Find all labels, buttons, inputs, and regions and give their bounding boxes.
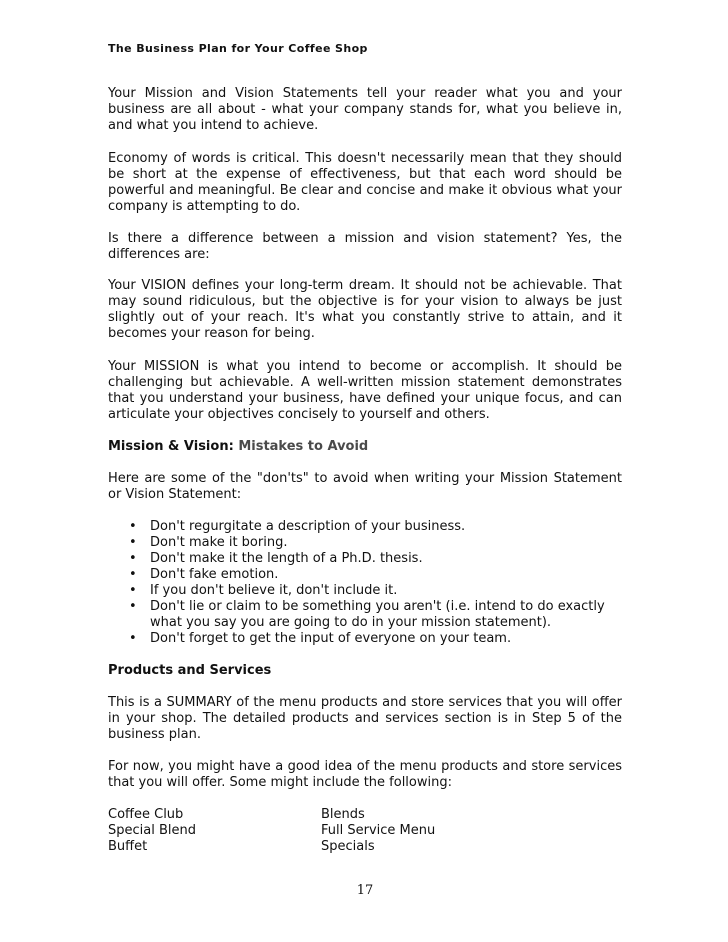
list-item: Coffee Club [108, 807, 184, 822]
list-item: • Don't make it the length of a Ph.D. thesis. [108, 551, 622, 567]
mistakes-heading-lead: Mission & Vision: [108, 439, 234, 454]
list-item: Blends [321, 807, 365, 822]
difference-question-paragraph: Is there a difference between a mission and vision statement? Yes, the differences are: [108, 231, 622, 262]
economy-of-words-paragraph: Economy of words is critical. This doesn't necessarily mean that they should be short at the expense of effectiveness, but that each word should be powerful and meaningful. Be clear and concise and make it obvious what your company is attempting to do. [108, 151, 622, 214]
page-number: 17 [356, 883, 374, 898]
mistakes-heading [108, 439, 368, 455]
list-item: • If you don't believe it, don't include it. [108, 583, 622, 599]
products-right-column [321, 807, 435, 855]
products-intro-paragraph: For now, you might have a good idea of the menu products and store services that you will offer. Some might include the following: [108, 759, 622, 790]
list-item: • Don't lie or claim to be something you aren't (i.e. intend to do exactly what you say you are going to do in your mission statement). [108, 599, 622, 631]
products-heading: Products and Services [108, 663, 272, 678]
list-item: • Don't fake emotion. [108, 567, 622, 583]
list-item: • Don't make it boring. [108, 535, 622, 551]
list-item: • Don't regurgitate a description of your business. [108, 519, 622, 535]
mistakes-list [108, 519, 622, 647]
list-item: • Don't forget to get the input of everyone on your team. [108, 631, 622, 647]
mission-definition-paragraph: Your MISSION is what you intend to become or accomplish. It should be challenging but achievable. A well-written mission statement demonstrates that you understand your business, have defined your unique focus, and can articulate your objectives concisely to yourself and others. [108, 359, 622, 422]
products-left-column [108, 807, 196, 855]
running-header: The Business Plan for Your Coffee Shop [108, 42, 368, 55]
mistakes-intro-paragraph: Here are some of the "don'ts" to avoid when writing your Mission Statement or Vision Statement: [108, 471, 622, 502]
list-item: Full Service Menu [321, 823, 436, 838]
mission-vision-intro-paragraph: Your Mission and Vision Statements tell your reader what you and your business are all about - what your company stands for, what you believe in, and what you intend to achieve. [108, 86, 622, 133]
list-item: Specials [321, 839, 375, 854]
vision-definition-paragraph: Your VISION defines your long-term dream. It should not be achievable. That may sound ridiculous, but the objective is for your vision to always be just slightly out of your reach. It's what you constantly strive to attain, and it becomes your reason for being. [108, 278, 622, 341]
mistakes-heading-accent: Mistakes to Avoid [238, 439, 369, 454]
list-item: Buffet [108, 839, 148, 854]
products-summary-paragraph: This is a SUMMARY of the menu products and store services that you will offer in your shop. The detailed products and services section is in Step 5 of the business plan. [108, 695, 622, 742]
list-item: Special Blend [108, 823, 196, 838]
